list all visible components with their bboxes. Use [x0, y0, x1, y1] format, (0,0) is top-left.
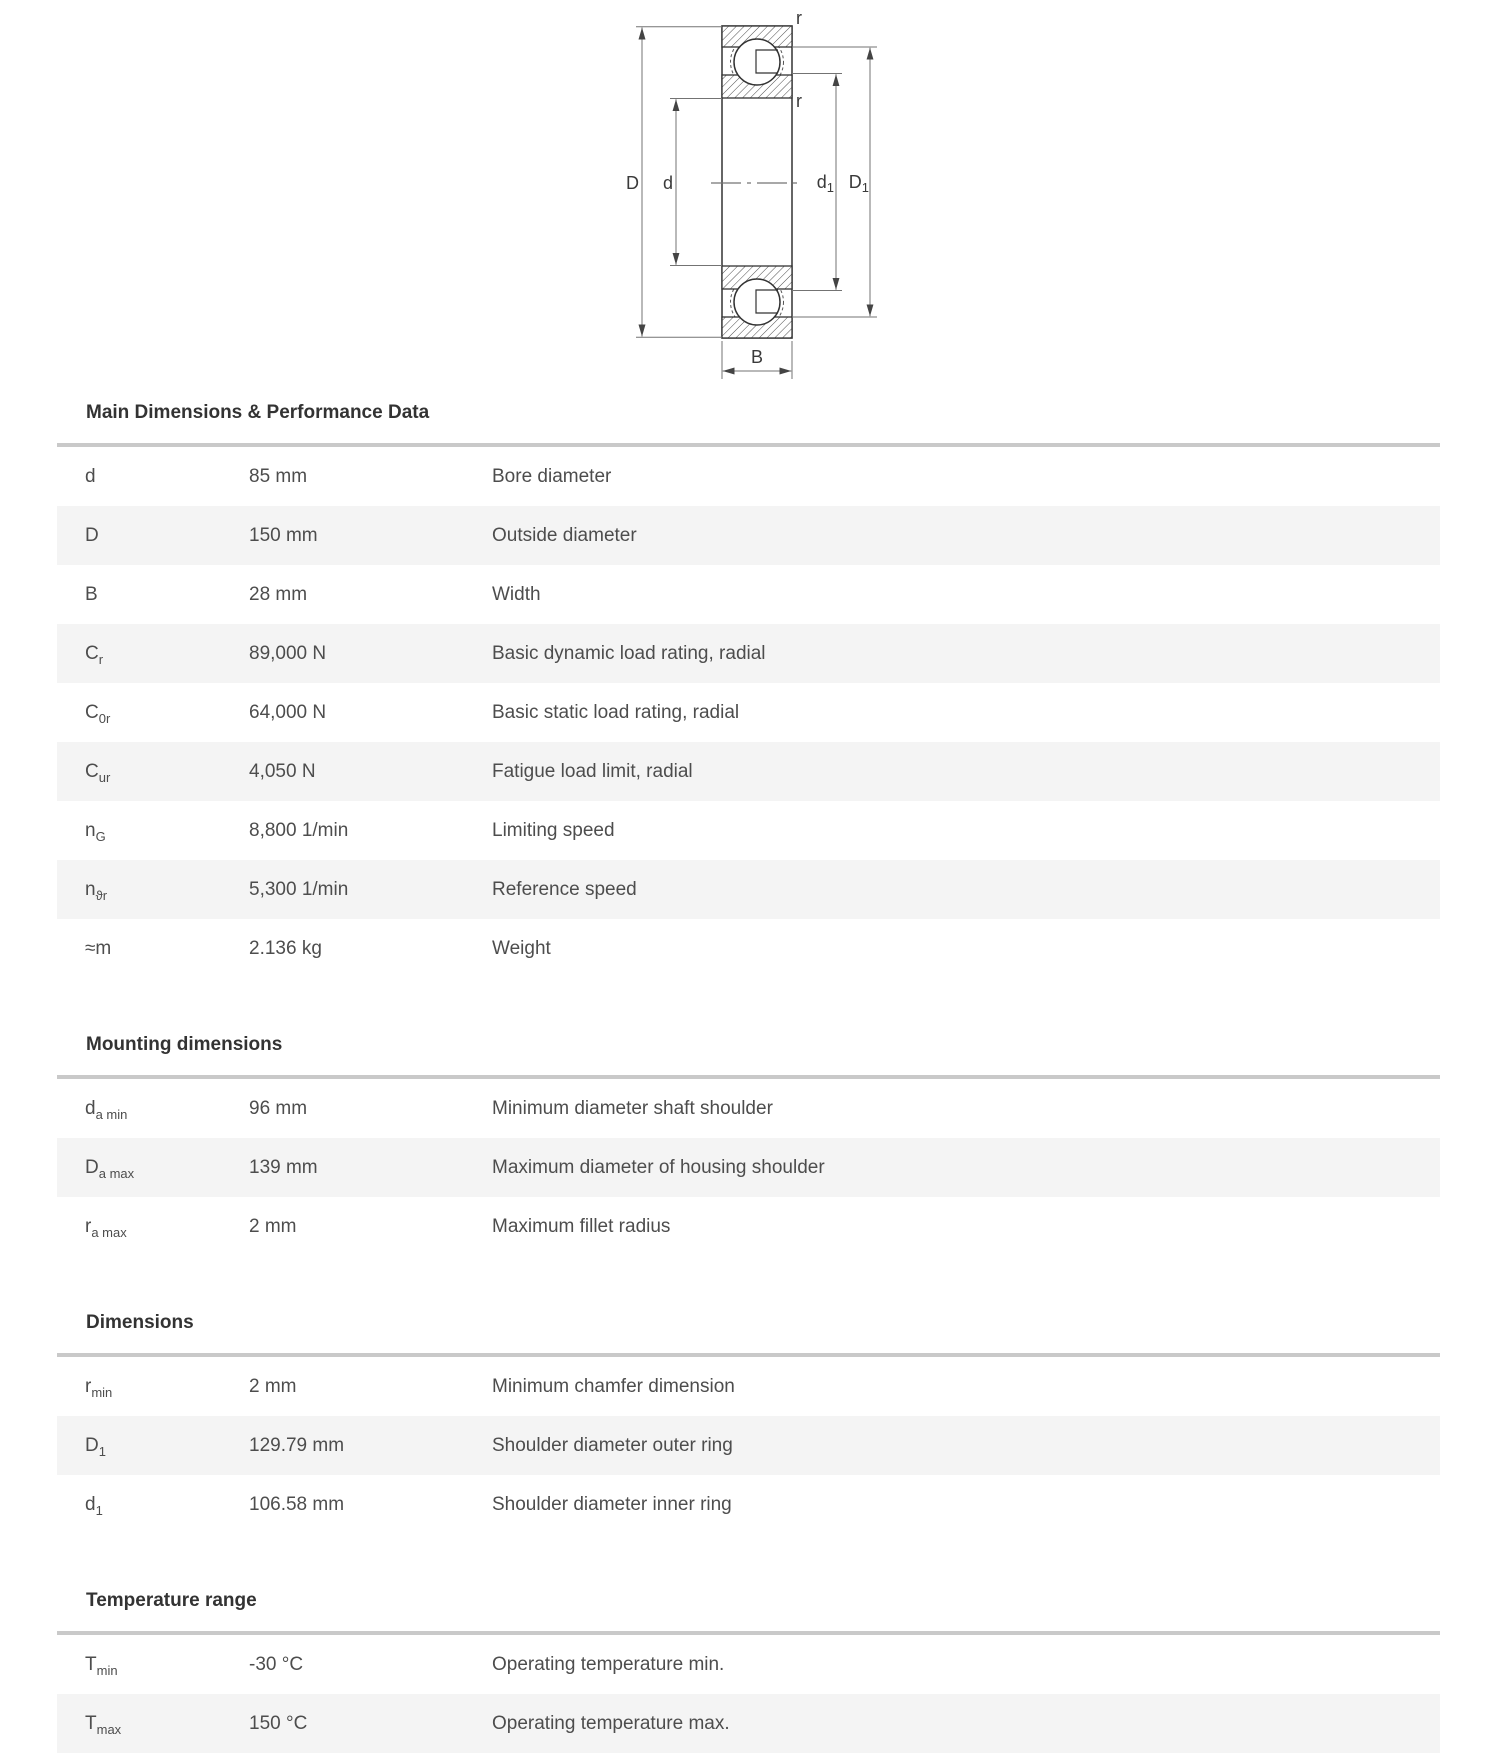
table-row — [57, 1197, 1440, 1256]
row-symbol: $C_{ur}$ — [85, 760, 111, 785]
row-symbol: d — [85, 465, 96, 487]
table-row — [57, 1138, 1440, 1197]
table-row — [57, 506, 1440, 565]
row-value: 4,050 N — [249, 760, 316, 782]
row-description: Maximum fillet radius — [492, 1215, 671, 1237]
row-value: 129.79 mm — [249, 1434, 345, 1456]
row-value: 150 °C — [249, 1712, 308, 1734]
main-dimensions-table — [57, 443, 1440, 978]
row-symbol: $D_1$ — [85, 1434, 106, 1459]
row-symbol: D — [85, 524, 99, 546]
row-value: 64,000 N — [249, 701, 327, 723]
row-value: 2.136 kg — [249, 937, 322, 959]
row-symbol: $n_{ϑr}$ — [85, 878, 108, 903]
table-row — [57, 860, 1440, 919]
dimension-label-d1: $d_1$ — [816, 172, 834, 195]
row-description: Fatigue load limit, radial — [492, 760, 693, 782]
dimension-label-B: B — [750, 347, 764, 367]
row-value: 2 mm — [249, 1375, 297, 1397]
table-row — [57, 683, 1440, 742]
temperature-range-table — [57, 1631, 1440, 1753]
row-value: 5,300 1/min — [249, 878, 349, 900]
row-value: -30 °C — [249, 1653, 304, 1675]
row-description: Bore diameter — [492, 465, 612, 487]
ball-bottom — [734, 279, 780, 325]
ball-top — [734, 39, 780, 85]
table-row — [57, 1079, 1440, 1138]
row-description: Limiting speed — [492, 819, 615, 841]
row-symbol: $r_{min}$ — [85, 1375, 113, 1400]
row-symbol: $C_{0r}$ — [85, 701, 111, 726]
row-symbol: $T_{max}$ — [85, 1712, 122, 1737]
row-value: 85 mm — [249, 465, 308, 487]
section-title-main-dimensions: Main Dimensions & Performance Data — [86, 402, 430, 423]
row-description: Operating temperature min. — [492, 1653, 725, 1675]
row-description: Minimum chamfer dimension — [492, 1375, 735, 1397]
row-symbol: B — [85, 583, 98, 605]
row-description: Shoulder diameter outer ring — [492, 1434, 733, 1456]
row-symbol: $D_{a max}$ — [85, 1156, 135, 1181]
table-row — [57, 801, 1440, 860]
row-value: 89,000 N — [249, 642, 327, 664]
row-symbol: $T_{min}$ — [85, 1653, 118, 1678]
row-description: Minimum diameter shaft shoulder — [492, 1097, 773, 1119]
row-value: 96 mm — [249, 1097, 308, 1119]
row-symbol: $d_{a min}$ — [85, 1097, 128, 1122]
row-description: Basic static load rating, radial — [492, 701, 740, 723]
row-symbol: $C_r$ — [85, 642, 104, 667]
table-row — [57, 1475, 1440, 1534]
row-description: Shoulder diameter inner ring — [492, 1493, 732, 1515]
row-description: Width — [492, 583, 541, 605]
dimension-label-D1: $D_1$ — [848, 172, 869, 195]
mounting-dimensions-table — [57, 1075, 1440, 1256]
row-description: Outside diameter — [492, 524, 637, 546]
datasheet-content — [57, 400, 1440, 1753]
row-value: 28 mm — [249, 583, 308, 605]
row-value: 139 mm — [249, 1156, 318, 1178]
section-title-dimensions: Dimensions — [86, 1312, 194, 1333]
dimension-label-d: d — [662, 173, 673, 193]
row-description: Basic dynamic load rating, radial — [492, 642, 766, 664]
table-row — [57, 919, 1440, 978]
row-description: Maximum diameter of housing shoulder — [492, 1156, 825, 1178]
dimension-label-r-outer: r — [796, 8, 802, 28]
table-row — [57, 1635, 1440, 1694]
table-row — [57, 447, 1440, 506]
row-description: Weight — [492, 937, 551, 959]
row-symbol: $n_G$ — [85, 819, 106, 844]
table-row — [57, 624, 1440, 683]
row-symbol: $d_1$ — [85, 1493, 103, 1518]
bearing-cross-section-diagram — [560, 0, 940, 395]
row-symbol: ≈m — [85, 937, 112, 959]
row-value: 8,800 1/min — [249, 819, 349, 841]
table-row — [57, 742, 1440, 801]
table-row — [57, 1694, 1440, 1753]
section-title-mounting-dimensions: Mounting dimensions — [86, 1034, 283, 1055]
section-title-temperature-range: Temperature range — [86, 1590, 257, 1611]
row-value: 2 mm — [249, 1215, 297, 1237]
row-value: 106.58 mm — [249, 1493, 345, 1515]
dimension-label-D: D — [626, 173, 639, 193]
row-symbol: $r_{a max}$ — [85, 1215, 127, 1240]
table-row — [57, 565, 1440, 624]
table-row — [57, 1357, 1440, 1416]
row-value: 150 mm — [249, 524, 318, 546]
row-description: Reference speed — [492, 878, 637, 900]
dimensions-table — [57, 1353, 1440, 1534]
row-description: Operating temperature max. — [492, 1712, 730, 1734]
dimension-label-r-inner: r — [796, 91, 802, 111]
table-row — [57, 1416, 1440, 1475]
